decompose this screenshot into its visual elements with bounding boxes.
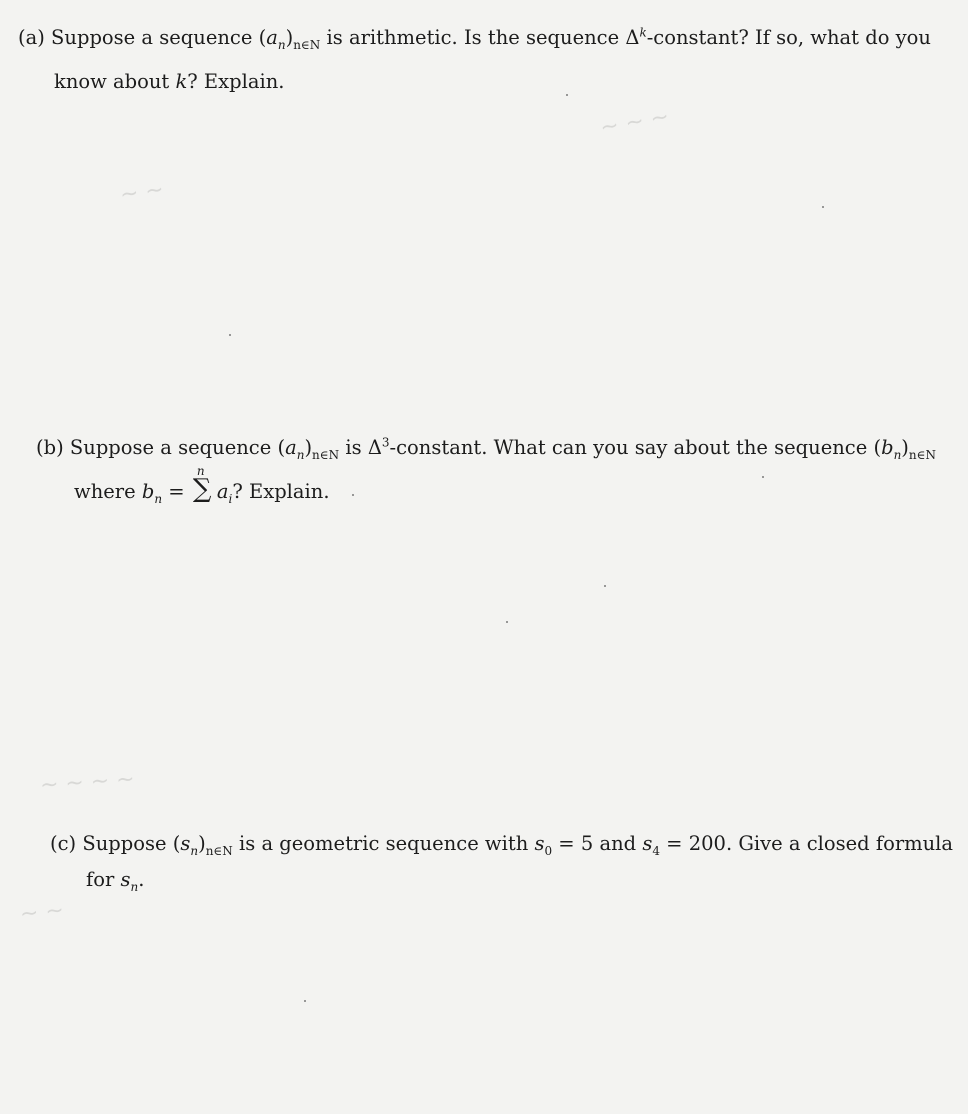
- bleed-through-mark: ~ ~: [18, 897, 66, 928]
- paper-speck: [506, 621, 508, 623]
- part-b-line-2: where $b_n$ = n ∑ $a_i$? Explain.: [74, 463, 330, 506]
- bleed-through-mark: ~ ~ ~ ~: [39, 766, 136, 799]
- part-c-line-2: for $s_n$.: [86, 868, 145, 894]
- paper-speck: [604, 585, 606, 587]
- bleed-through-mark: ~ ~ ~: [598, 104, 671, 141]
- paper-speck: [304, 1000, 306, 1002]
- paper-speck: [822, 206, 824, 208]
- part-a-line-1: (a) Suppose a sequence $(a_n)_{n\in N}$ is arithmetic. Is the sequence $\Delta^k$-constant? If so, what do you: [18, 25, 931, 52]
- summation-symbol: n ∑: [192, 463, 212, 504]
- part-b-line-1: (b) Suppose a sequence $(a_n)_{n\in N}$ is $\Delta^3$-constant. What can you say about the sequence $(b_n)_{n\in N}$: [36, 435, 937, 462]
- paper-speck: [762, 476, 764, 478]
- paper-speck: [352, 494, 354, 496]
- paper-speck: [566, 94, 568, 96]
- part-a-line-2: know about k? Explain.: [54, 70, 285, 93]
- paper-speck: [229, 334, 231, 336]
- part-c-line-1: (c) Suppose $(s_n)_{n\in N}$ is a geometric sequence with $s_0 = 5$ and $s_4 = 200$. Give a closed formula: [50, 832, 954, 858]
- bleed-through-mark: ~ ~: [118, 177, 166, 208]
